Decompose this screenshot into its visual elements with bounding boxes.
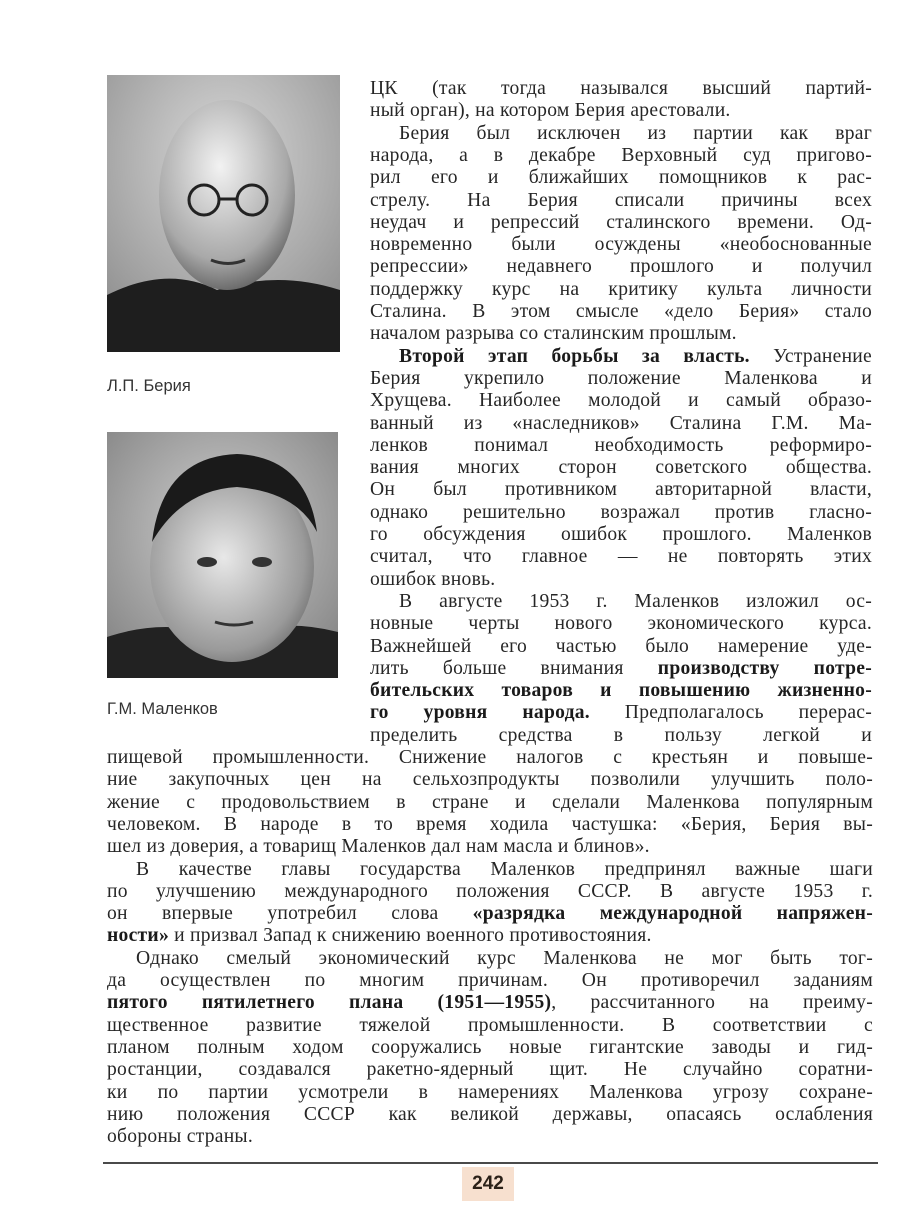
bold-term: Второй этап борьбы за власть.: [399, 345, 750, 367]
beria-caption: Л.П. Берия: [107, 377, 191, 395]
text-line: [370, 613, 872, 635]
text-run: человеком. В народе в то время ходила частушка: «Берия, Берия вы-: [107, 813, 873, 835]
text-line: [370, 368, 872, 390]
text-line: [370, 569, 872, 591]
text-run: ный орган), на котором Берия арестовали.: [370, 100, 731, 122]
text-run: ЦК (так тогда назывался высший партий-: [370, 78, 872, 99]
text-run: ние закупочных цен на сельхозпродукты позволили улучшить поло-: [107, 769, 873, 791]
text-run: планом полным ходом сооружались новые гигантские заводы и гид-: [107, 1036, 873, 1058]
text-line: [107, 881, 873, 903]
bold-term: «разрядка международной напряжен-: [472, 903, 873, 925]
text-run: народа, а в декабре Верховный суд пригово-: [370, 144, 872, 166]
text-line: [107, 925, 873, 947]
text-line: [370, 702, 872, 724]
text-run: и призвал Запад к снижению военного противостояния.: [169, 925, 652, 947]
text-run: В августе 1953 г. Маленков изложил ос-: [399, 590, 872, 612]
text-line: [370, 167, 872, 189]
bold-term: пятого пятилетнего плана (1951—1955): [107, 992, 552, 1014]
text-line: [370, 256, 872, 278]
text-run: лить больше внимания: [370, 657, 658, 679]
text-run: неудач и репрессий сталинского времени. Од-: [370, 211, 872, 233]
malenkov-caption: Г.М. Маленков: [107, 700, 218, 718]
text-line: [107, 1037, 873, 1059]
text-run: репрессии» недавнего прошлого и получил: [370, 256, 872, 278]
bold-term: бительских товаров и повышению жизненно-: [370, 680, 872, 702]
bold-term: ности»: [107, 925, 169, 947]
text-line: [370, 658, 872, 680]
text-run: поддержку курс на критику культа личности: [370, 278, 872, 300]
text-line: [107, 1059, 873, 1081]
text-line: [107, 948, 873, 970]
text-run: ленков понимал необходимость реформиро-: [370, 434, 872, 456]
text-line: [370, 346, 872, 368]
text-run: , рассчитанного на преиму-: [551, 992, 873, 1014]
text-line: [370, 591, 872, 613]
text-run: Берия укрепило положение Маленкова и: [370, 367, 872, 389]
text-run: ки по партии усмотрели в намерениях Маленкова угрозу сохране-: [107, 1081, 873, 1103]
text-run: ошибок вновь.: [370, 568, 496, 590]
text-line: [370, 301, 872, 323]
text-run: щественное развитие тяжелой промышленности. В соответствии с: [107, 1014, 873, 1036]
page-number: 242: [462, 1167, 514, 1201]
text-run: шел из доверия, а товарищ Маленков дал нам масла и блинов».: [107, 836, 650, 858]
text-run: Устранение: [749, 345, 872, 367]
text-line: [107, 1015, 873, 1037]
text-line: [370, 502, 872, 524]
text-run: В качестве главы государства Маленков предпринял важные шаги: [136, 858, 873, 880]
text-line: [370, 390, 872, 412]
text-run: по улучшению международного положения СССР. В августе 1953 г.: [107, 880, 873, 902]
text-run: новные черты нового экономического курса.: [370, 613, 872, 635]
text-run: Берия был исключен из партии как враг: [399, 122, 872, 144]
text-line: [370, 680, 872, 702]
text-run: обороны страны.: [107, 1126, 253, 1148]
text-line: [370, 435, 872, 457]
text-line: [370, 78, 872, 100]
text-run: Предполагалось перерас-: [589, 702, 872, 724]
text-run: считал, что главное — не повторять этих: [370, 546, 872, 568]
text-line: [107, 747, 873, 769]
text-run: Сталина. В этом смысле «дело Берия» стало: [370, 301, 872, 322]
text-run: однако решительно возражал против гласно-: [370, 501, 872, 523]
text-run: Он был противником авторитарной власти,: [370, 479, 872, 501]
text-line: [370, 636, 872, 658]
text-line: [370, 725, 872, 747]
text-line: [107, 1082, 873, 1104]
text-line: [107, 903, 873, 925]
text-run: нию положения СССР как великой державы, опасаясь ослабления: [107, 1103, 873, 1125]
text-run: началом разрыва со сталинским прошлым.: [370, 323, 737, 345]
text-line: [370, 279, 872, 301]
text-line: [370, 234, 872, 256]
text-line: [107, 1126, 873, 1148]
text-run: Хрущева. Наиболее молодой и самый образо-: [370, 390, 872, 412]
text-run: Однако смелый экономический курс Маленкова не мог быть тог-: [136, 947, 873, 969]
text-line: [107, 992, 873, 1014]
text-run: новременно были осуждены «необоснованные: [370, 234, 872, 256]
text-run: го обсуждения ошибок прошлого. Маленков: [370, 524, 872, 545]
text-line: [370, 100, 872, 122]
text-run: пищевой промышленности. Снижение налогов с крестьян и повыше-: [107, 747, 873, 768]
text-line: [370, 479, 872, 501]
text-line: [107, 792, 873, 814]
text-line: [370, 212, 872, 234]
text-run: да осуществлен по многим причинам. Он противоречил заданиям: [107, 970, 873, 991]
text-line: [370, 123, 872, 145]
text-line: [370, 413, 872, 435]
text-run: рил его и ближайших помощников к рас-: [370, 167, 872, 189]
text-line: [370, 524, 872, 546]
text-line: [370, 323, 872, 345]
text-line: [370, 457, 872, 479]
text-line: [107, 859, 873, 881]
text-run: Важнейшей его частью было намерение уде-: [370, 635, 872, 657]
text-line: [107, 769, 873, 791]
malenkov-portrait-photo: [107, 432, 338, 678]
text-run: ванный из «наследников» Сталина Г.М. Ма-: [370, 412, 872, 434]
text-line: [370, 145, 872, 167]
text-line: [370, 546, 872, 568]
text-run: жение с продовольствием в стране и сделали Маленкова популярным: [107, 791, 873, 813]
text-run: вания многих сторон советского общества.: [370, 457, 872, 479]
text-line: [370, 190, 872, 212]
text-line: [107, 814, 873, 836]
text-run: он впервые употребил слова: [107, 903, 473, 925]
text-run: стрелу. На Берия списали причины всех: [370, 189, 872, 211]
bold-term: го уровня народа.: [370, 702, 590, 724]
bold-term: производству потре-: [657, 657, 872, 679]
text-run: пределить средства в пользу легкой и: [370, 724, 872, 746]
text-line: [107, 1104, 873, 1126]
text-run: ростанции, создавался ракетно-ядерный щит. Не случайно соратни-: [107, 1059, 873, 1081]
beria-portrait-photo: [107, 75, 340, 352]
footer-rule: [103, 1162, 878, 1164]
text-line: [107, 970, 873, 992]
text-line: [107, 836, 873, 858]
